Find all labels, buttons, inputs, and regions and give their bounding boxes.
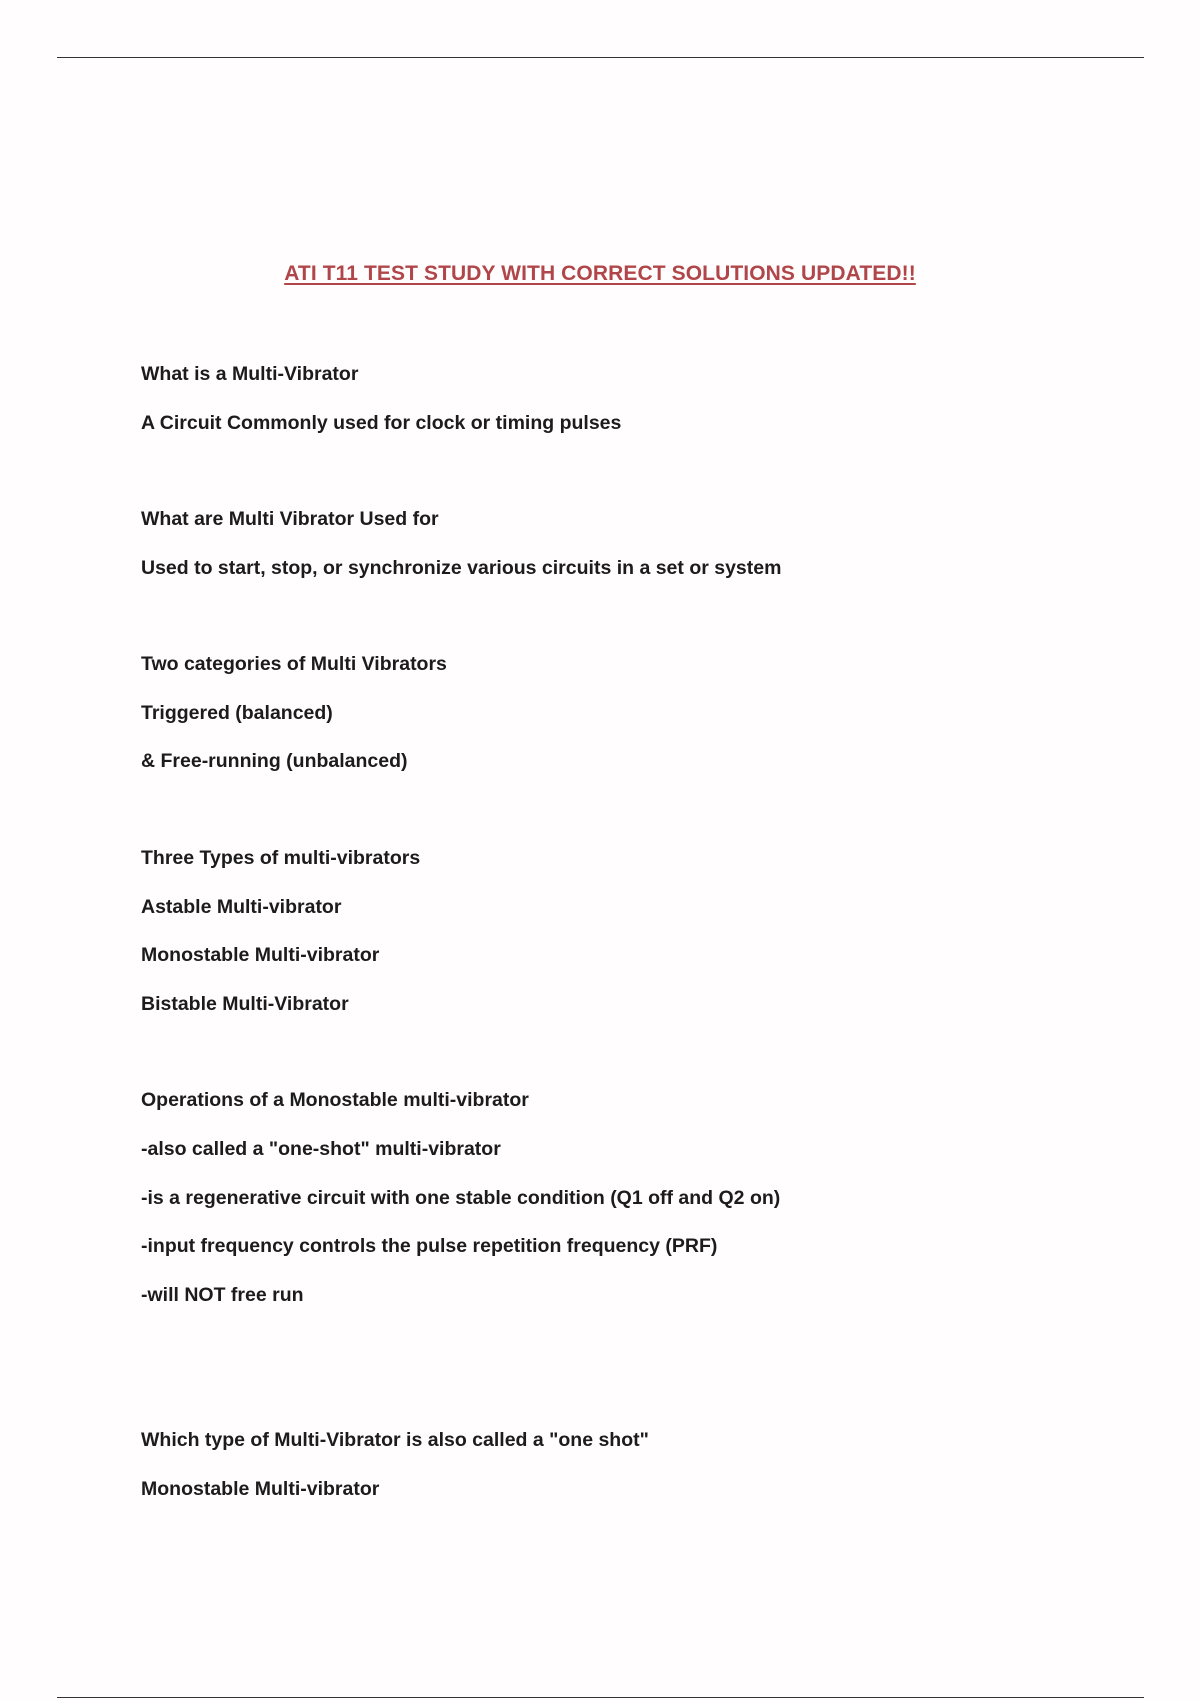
question-6: Which type of Multi-Vibrator is also called a "one shot" [141,1429,649,1451]
answer-3-2: & Free-running (unbalanced) [141,750,408,772]
answer-3-1: Triggered (balanced) [141,702,333,724]
question-2: What are Multi Vibrator Used for [141,508,439,530]
answer-4-2: Monostable Multi-vibrator [141,944,380,966]
question-3: Two categories of Multi Vibrators [141,653,447,675]
question-1: What is a Multi-Vibrator [141,363,359,385]
answer-1-1: A Circuit Commonly used for clock or timing pulses [141,412,622,434]
question-4: Three Types of multi-vibrators [141,847,421,869]
question-5: Operations of a Monostable multi-vibrator [141,1089,529,1111]
answer-5-3: -input frequency controls the pulse repetition frequency (PRF) [141,1235,718,1257]
answer-2-1: Used to start, stop, or synchronize various circuits in a set or system [141,557,782,579]
answer-4-1: Astable Multi-vibrator [141,896,342,918]
answer-6-1: Monostable Multi-vibrator [141,1478,380,1500]
document-title: ATI T11 TEST STUDY WITH CORRECT SOLUTIONS UPDATED!! [284,262,916,285]
answer-5-2: -is a regenerative circuit with one stable condition (Q1 off and Q2 on) [141,1187,781,1209]
answer-5-1: -also called a "one-shot" multi-vibrator [141,1138,501,1160]
bottom-rule [57,1697,1144,1698]
answer-4-3: Bistable Multi-Vibrator [141,993,349,1015]
answer-5-4: -will NOT free run [141,1284,304,1306]
top-rule [57,57,1144,58]
